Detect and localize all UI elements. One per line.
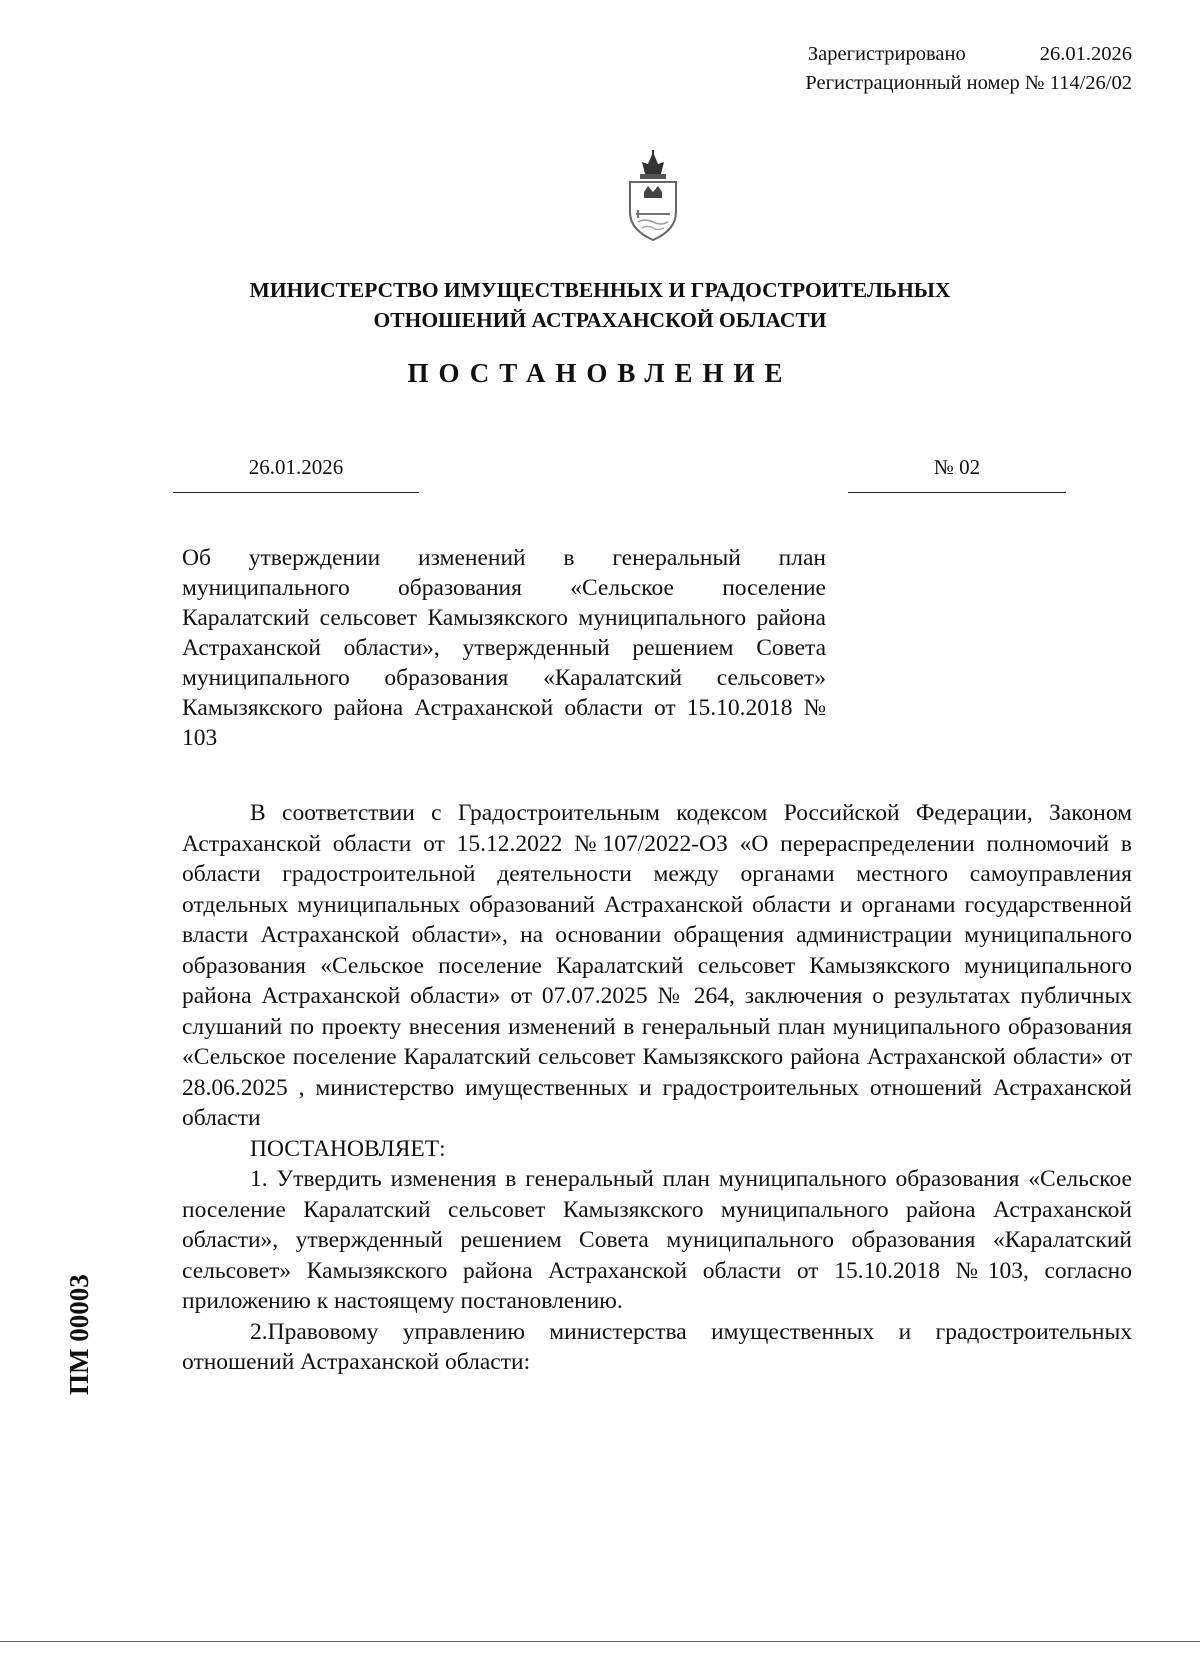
- date-underline: [173, 480, 419, 493]
- registration-number: Регистрационный номер № 114/26/02: [805, 72, 1132, 94]
- decree-number-field: [848, 455, 1066, 493]
- decree-date-field: [173, 455, 419, 493]
- registration-row: [672, 40, 1132, 69]
- ministry-line-2: ОТНОШЕНИЙ АСТРАХАНСКОЙ ОБЛАСТИ: [373, 308, 827, 332]
- registration-date: 26.01.2026: [1039, 43, 1132, 65]
- number-underline: [848, 480, 1066, 493]
- decree-date: 26.01.2026: [248, 455, 344, 479]
- decrees-word: ПОСТАНОВЛЯЕТ:: [250, 1135, 446, 1162]
- side-document-code: ПМ 00003: [64, 1274, 94, 1395]
- decree-subject: Об утверждении изменений в генеральный план муниципального образования «Сельское поселение Каралатский сельсовет Камызякского муниципального района Астраханской области», утвержденный решением Совета муниципального образования «Каралатский сельсовет» Камызякского района Астраханской области от 15.10.2018 № 103: [182, 545, 826, 751]
- item-2-paragraph: 2.Правовому управлению министерства имущественных и градостроительных отношений Астраханской области:: [182, 1318, 1132, 1375]
- page-bottom-divider: [0, 1641, 1200, 1642]
- ministry-line-1: МИНИСТЕРСТВО ИМУЩЕСТВЕННЫХ И ГРАДОСТРОИТЕЛЬНЫХ: [249, 278, 951, 302]
- coat-of-arms-icon: [622, 150, 684, 246]
- document-type: ПОСТАНОВЛЕНИЕ: [407, 358, 793, 388]
- decree-body: [182, 798, 1132, 1378]
- registration-label: Зарегистрировано: [807, 43, 966, 65]
- item-1-paragraph: 1. Утвердить изменения в генеральный план муниципального образования «Сельское поселение Каралатский сельсовет Камызякского муниципального района Астраханской области», утвержденный решением Совета муниципального образования «Каралатский сельсовет» Камызякского района Астраханской области от 15.10.2018 №103, согласно приложению к настоящему постановлению.: [182, 1166, 1132, 1314]
- registration-stamp: [672, 40, 1132, 98]
- decree-number: № 02: [933, 455, 981, 479]
- ministry-name: [160, 275, 1040, 335]
- preamble-paragraph: В соответствии с Градостроительным кодексом Российской Федерации, Законом Астраханской области от 15.12.2022 №107/2022-ОЗ «О перераспределении полномочий в области градостроительной деятельности между органами местного самоуправления отдельных муниципальных образований Астраханской области и органами государственной власти Астраханской области», на основании обращения администрации муниципального образования «Сельское поселение Каралатский сельсовет Камызякского муниципального района Астраханской области» от 07.07.2025 № 264, заключения о результатах публичных слушаний по проекту внесения изменений в генеральный план муниципального образования «Сельское поселение Каралатский сельсовет Камызякского района Астраханской области» от 28.06.2025 , министерство имущественных и градостроительных отношений Астраханской области: [182, 800, 1132, 1131]
